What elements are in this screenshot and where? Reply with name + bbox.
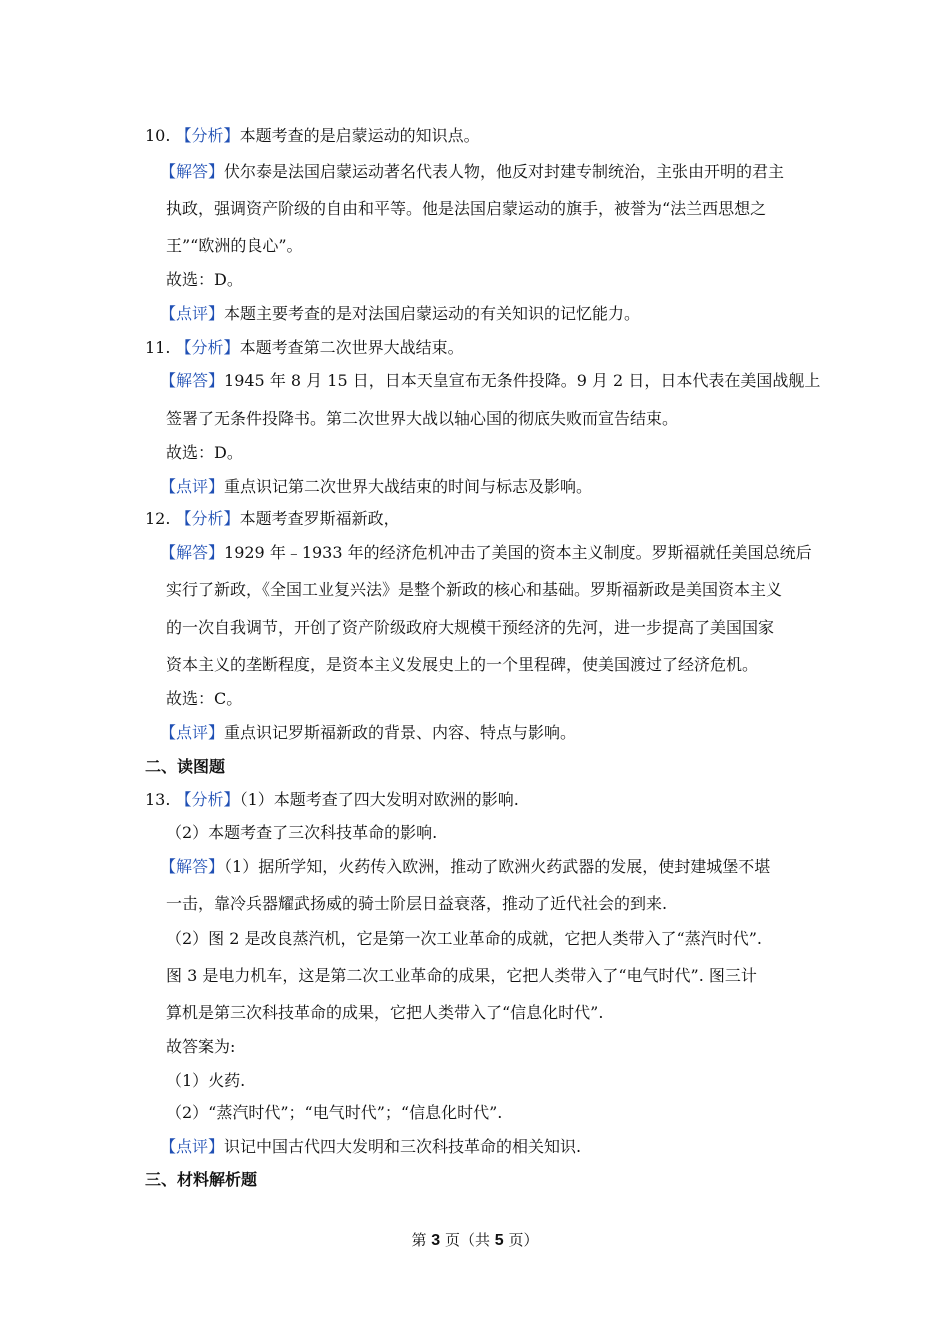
q13-result-line: （2）“蒸汽时代”；“电气时代”；“信息化时代”. <box>166 1103 503 1122</box>
q13-analysis-line <box>145 790 519 810</box>
analysis-text: 本题考查罗斯福新政， <box>239 509 400 528</box>
q13-result-line: （1）火药. <box>166 1071 246 1090</box>
q13-analysis-line: （2）本题考查了三次科技革命的影响. <box>166 823 438 842</box>
answer-tag: 【解答】 <box>160 857 225 876</box>
q13-comment-line <box>160 1137 581 1157</box>
comment-tag: 【点评】 <box>160 1137 225 1156</box>
question-number: 12. <box>145 509 171 528</box>
page-footer <box>0 1230 950 1251</box>
q11-choice: 故选：D。 <box>166 443 243 462</box>
comment-text: 重点识记罗斯福新政的背景、内容、特点与影响。 <box>224 723 577 742</box>
q10-choice: 故选：D。 <box>166 270 243 289</box>
analysis-text: 本题考查的是启蒙运动的知识点。 <box>239 126 480 145</box>
answer-tag: 【解答】 <box>160 543 225 562</box>
comment-tag: 【点评】 <box>160 477 225 496</box>
q13-answer-line: 图 3 是电力机车，这是第二次工业革命的成果，它把人类带入了“电气时代”. 图三计 <box>166 966 757 985</box>
q12-answer-line <box>160 543 812 563</box>
q10-answer-line <box>160 162 784 182</box>
answer-text: 1929 年﹣1933 年的经济危机冲击了美国的资本主义制度。罗斯福就任美国总统后 <box>224 543 812 562</box>
answer-tag: 【解答】 <box>160 162 225 181</box>
q12-answer-line: 资本主义的垄断程度，是资本主义发展史上的一个里程碑，使美国渡过了经济危机。 <box>166 655 759 674</box>
q12-comment-line <box>160 723 576 743</box>
q13-answer-line: （2）图 2 是改良蒸汽机，它是第一次工业革命的成就，它把人类带入了“蒸汽时代”. <box>166 929 762 948</box>
analysis-tag: 【分析】 <box>175 126 240 145</box>
answer-text: 1945 年 8 月 15 日，日本天皇宣布无条件投降。9 月 2 日，日本代表在美国战舰上 <box>224 371 821 390</box>
q13-answer-line: 算机是第三次科技革命的成果，它把人类带入了“信息化时代”. <box>166 1003 604 1022</box>
q11-answer-line <box>160 371 820 391</box>
q12-choice: 故选：C。 <box>166 689 243 708</box>
comment-tag: 【点评】 <box>160 304 225 323</box>
q13-answer-line: 一击，靠冷兵器耀武扬威的骑士阶层日益衰落，推动了近代社会的到来. <box>166 894 668 913</box>
answer-tag: 【解答】 <box>160 371 225 390</box>
comment-text: 本题主要考查的是对法国启蒙运动的有关知识的记忆能力。 <box>224 304 641 323</box>
question-number: 13. <box>145 790 171 809</box>
section-heading: 三、材料解析题 <box>145 1170 258 1189</box>
comment-text: 识记中国古代四大发明和三次科技革命的相关知识. <box>224 1137 582 1156</box>
comment-tag: 【点评】 <box>160 723 225 742</box>
q11-answer-line: 签署了无条件投降书。第二次世界大战以轴心国的彻底失败而宣告结束。 <box>166 409 679 428</box>
q10-answer-line: 执政，强调资产阶级的自由和平等。他是法国启蒙运动的旗手，被誉为“法兰西思想之 <box>166 199 767 218</box>
footer-middle: 页（共 <box>444 1231 490 1249</box>
comment-text: 重点识记第二次世界大战结束的时间与标志及影响。 <box>224 477 593 496</box>
q12-analysis-line <box>145 509 400 529</box>
question-number: 10. <box>145 126 171 145</box>
answer-text: 伏尔泰是法国启蒙运动著名代表人物，他反对封建专制统治，主张由开明的君主 <box>224 162 785 181</box>
footer-prefix: 第 <box>411 1231 427 1249</box>
q13-answer-line <box>160 857 770 877</box>
analysis-text: （1）本题考查了四大发明对欧洲的影响. <box>239 790 519 809</box>
section-heading: 二、读图题 <box>145 757 226 776</box>
answer-text: （1）据所学知，火药传入欧洲，推动了欧洲火药武器的发展，使封建城堡不堪 <box>224 857 771 876</box>
analysis-text: 本题考查第二次世界大战结束。 <box>239 338 464 357</box>
analysis-tag: 【分析】 <box>175 790 240 809</box>
q13-result-label: 故答案为: <box>166 1037 236 1056</box>
q12-answer-line: 实行了新政，《全国工业复兴法》是整个新政的核心和基础。罗斯福新政是美国资本主义 <box>166 580 783 599</box>
q11-comment-line <box>160 477 592 497</box>
analysis-tag: 【分析】 <box>175 509 240 528</box>
footer-suffix: 页） <box>508 1231 539 1249</box>
q10-answer-line: 王”“欧洲的良心”。 <box>166 236 303 255</box>
question-number: 11. <box>145 338 171 357</box>
q11-analysis-line <box>145 338 464 358</box>
analysis-tag: 【分析】 <box>175 338 240 357</box>
total-page-number: 5 <box>494 1232 504 1249</box>
q10-analysis-line <box>145 126 480 146</box>
q10-comment-line <box>160 304 640 324</box>
current-page-number: 3 <box>431 1232 441 1249</box>
q12-answer-line: 的一次自我调节，开创了资产阶级政府大规模干预经济的先河，进一步提高了美国国家 <box>166 618 775 637</box>
